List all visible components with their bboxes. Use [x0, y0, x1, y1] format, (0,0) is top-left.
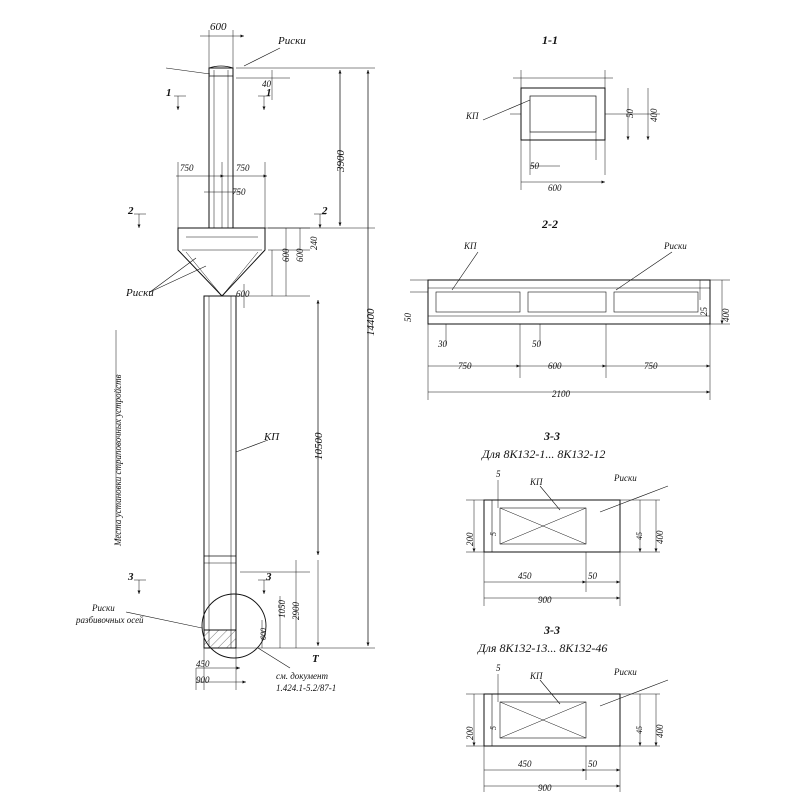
dim-1-1-side: 50 — [625, 109, 635, 118]
section-title-3-3a: 3-3 — [544, 429, 560, 443]
section-1-1-figure — [483, 70, 660, 190]
dim-3-3a-right: 50 — [588, 571, 597, 581]
dim-3-3a-sideh: 200 — [465, 532, 475, 546]
dim-2-2-hright: 25 — [699, 307, 709, 316]
dim-3-3b-mark5: 5 — [489, 726, 498, 730]
dim-base-small: 450 — [196, 659, 210, 669]
dim-2-2-mid: 600 — [548, 361, 562, 371]
section-mark-1-right: 1 — [266, 87, 272, 99]
dim-2-2-in1: 30 — [438, 339, 447, 349]
label-kp-1-1: КП — [466, 111, 479, 121]
dim-2-2-height: 400 — [721, 308, 731, 322]
label-five-3-3b: 5 — [496, 663, 501, 673]
dim-3-3b-height: 400 — [655, 724, 665, 738]
dim-3-3b-mark45: 45 — [635, 726, 644, 734]
dim-2-2-hleft: 50 — [403, 313, 413, 322]
section-title-3-3b: 3-3 — [544, 623, 560, 637]
dim-bottom-segment: 2900 — [291, 602, 301, 620]
section-subtitle-3-3b: Для 8К132-13... 8К132-46 — [478, 641, 608, 655]
section-mark-2-left: 2 — [128, 205, 134, 217]
section-subtitle-3-3a: Для 8К132-1... 8К132-12 — [482, 447, 606, 461]
main-view-dimensions — [113, 30, 375, 690]
dim-1-1-height: 400 — [649, 108, 659, 122]
section-2-2-figure — [410, 252, 730, 400]
dim-3-3b-left: 450 — [518, 759, 532, 769]
section-mark-2-right: 2 — [322, 205, 328, 217]
dim-2-2-left: 750 — [458, 361, 472, 371]
label-riski-axes-1: Риски — [92, 603, 115, 613]
label-detail-t: Т — [312, 653, 319, 665]
label-kp-3-3a: КП — [530, 477, 543, 487]
dim-1-1-width: 600 — [548, 183, 562, 193]
label-doc-note-1: см. документ — [276, 671, 328, 681]
section-title-2-2: 2-2 — [542, 217, 558, 231]
label-riski-3-3a: Риски — [614, 473, 637, 483]
label-riski-axes-2: разбивочных осей — [76, 615, 144, 625]
label-kp-3-3b: КП — [530, 671, 543, 681]
label-five-3-3a: 5 — [496, 469, 501, 479]
column-upper-shaft — [209, 66, 233, 234]
label-riski-3-3b: Риски — [614, 667, 637, 677]
section-mark-3-left: 3 — [128, 571, 134, 583]
dim-3-3b-total: 900 — [538, 783, 552, 793]
dim-console-side-a: 600 — [281, 248, 291, 262]
dim-3-3a-mark5: 5 — [489, 532, 498, 536]
dim-2-2-right: 750 — [644, 361, 658, 371]
dim-1-1-inner: 50 — [530, 161, 539, 171]
dim-console-left: 750 — [180, 163, 194, 173]
label-kp-main: КП — [264, 431, 280, 443]
dim-2-2-total: 2100 — [552, 389, 570, 399]
section-title-1-1: 1-1 — [542, 33, 558, 47]
label-riski-top: Риски — [278, 35, 306, 47]
dim-2-2-in2: 50 — [532, 339, 541, 349]
dim-top-mark: 40 — [262, 79, 271, 89]
section-mark-1-left: 1 — [166, 87, 172, 99]
dim-console-mid: 750 — [232, 187, 246, 197]
dim-base-h2: 600 — [259, 628, 268, 640]
dim-console-side-c: 240 — [309, 236, 319, 250]
dim-3-3a-height: 400 — [655, 530, 665, 544]
dim-base-h1: 1050 — [277, 600, 287, 618]
dim-console-side-b: 600 — [295, 248, 305, 262]
dim-3-3a-total: 900 — [538, 595, 552, 605]
dim-console-drop: 600 — [236, 289, 250, 299]
label-mounting-note: Места установки страповочных устройств — [113, 374, 123, 546]
section-mark-3-right: 3 — [266, 571, 272, 583]
dim-3-3b-sideh: 200 — [465, 726, 475, 740]
column-lower-shaft — [204, 296, 236, 648]
dim-3-3a-left: 450 — [518, 571, 532, 581]
label-riski-mid: Риски — [126, 287, 154, 299]
label-doc-note-2: 1.424.1-5.2/87-1 — [276, 683, 337, 693]
dim-total-height: 14400 — [365, 308, 377, 336]
dim-upper-part: 3900 — [335, 150, 347, 172]
dim-top-width: 600 — [210, 21, 227, 33]
dim-base-width: 900 — [196, 675, 210, 685]
dim-3-3b-right: 50 — [588, 759, 597, 769]
dim-3-3a-mark45: 45 — [635, 532, 644, 540]
dim-console-right: 750 — [236, 163, 250, 173]
label-riski-2-2: Риски — [664, 241, 687, 251]
dim-lower-part: 10500 — [313, 432, 325, 460]
label-kp-2-2: КП — [464, 241, 477, 251]
